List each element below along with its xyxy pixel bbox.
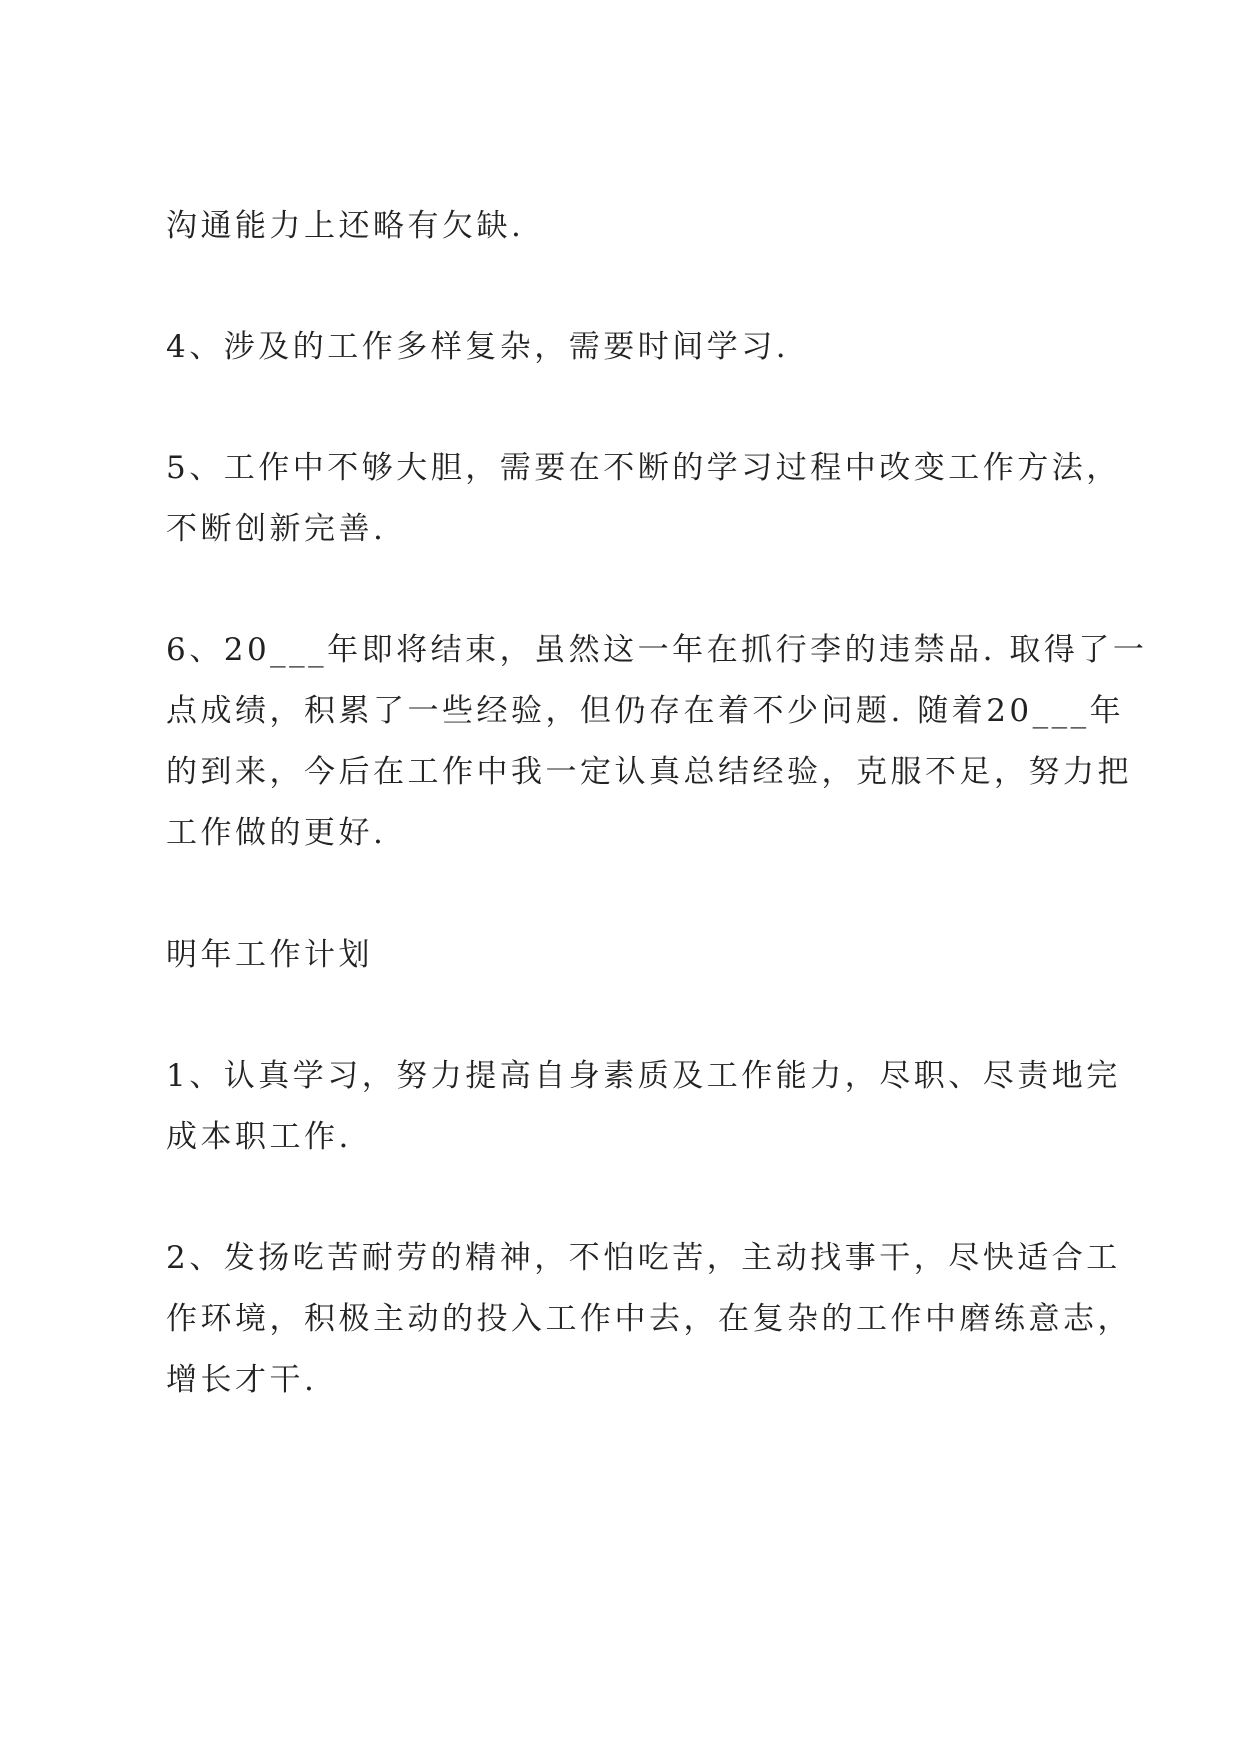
text-line: 4、涉及的工作多样复杂，需要时间学习. bbox=[166, 329, 790, 365]
text-line: 工作做的更好. bbox=[166, 815, 387, 851]
text-line: 1、认真学习，努力提高自身素质及工作能力，尽职、尽责地完 bbox=[166, 1058, 1121, 1094]
text-line: 成本职工作. bbox=[166, 1119, 352, 1155]
paragraph-item-6 bbox=[166, 620, 1148, 864]
text-line: 点成绩，积累了一些经验，但仍存在着不少问题. 随着20___年 bbox=[166, 693, 1125, 729]
text-line: 2、发扬吃苦耐劳的精神，不怕吃苦，主动找事干，尽快适合工 bbox=[166, 1240, 1121, 1276]
paragraph-item-4 bbox=[166, 317, 1101, 378]
paragraph-item-5 bbox=[166, 438, 1121, 560]
text-line: 明年工作计划 bbox=[166, 937, 373, 973]
text-line: 沟通能力上还略有欠缺. bbox=[166, 208, 525, 244]
text-line: 作环境，积极主动的投入工作中去，在复杂的工作中磨练意志， bbox=[166, 1301, 1132, 1337]
paragraph-plan-2 bbox=[166, 1228, 1132, 1411]
text-line: 的到来，今后在工作中我一定认真总结经验，克服不足，努力把 bbox=[166, 754, 1132, 790]
section-heading-next-year-plan bbox=[166, 925, 1101, 986]
paragraph-plan-1 bbox=[166, 1046, 1121, 1168]
text-line: 不断创新完善. bbox=[166, 511, 387, 547]
text-line: 增长才干. bbox=[166, 1362, 318, 1398]
text-line: 6、20___年即将结束，虽然这一年在抓行李的违禁品. 取得了一 bbox=[166, 632, 1148, 668]
text-line: 5、工作中不够大胆，需要在不断的学习过程中改变工作方法， bbox=[166, 450, 1121, 486]
paragraph-communication bbox=[166, 196, 1101, 257]
